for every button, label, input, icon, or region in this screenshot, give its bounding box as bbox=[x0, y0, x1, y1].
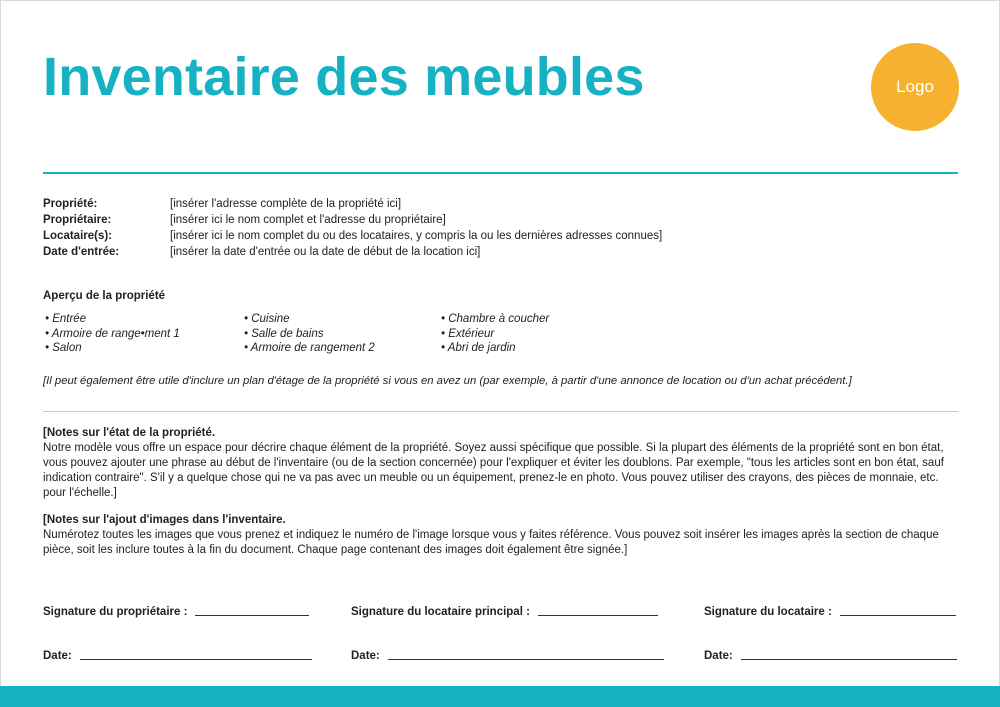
condition-notes-heading: [Notes sur l'état de la propriété. bbox=[43, 427, 216, 439]
owner-date-line[interactable] bbox=[80, 658, 312, 660]
room-item: • Extérieur bbox=[441, 327, 495, 340]
owner-signature-label: Signature du propriétaire : bbox=[43, 606, 188, 618]
property-label: Propriété: bbox=[43, 198, 98, 210]
footer-band bbox=[0, 686, 1000, 707]
property-row bbox=[43, 196, 662, 212]
room-item: • Salon bbox=[45, 342, 82, 354]
tenants-value: [insérer ici le nom complet du ou des locataires, y compris la ou les dernières adresses connues] bbox=[170, 230, 663, 242]
entry-date-row bbox=[43, 244, 662, 260]
main-tenant-date-line[interactable] bbox=[388, 658, 664, 660]
room-item: • Salle de bains bbox=[244, 327, 324, 340]
tenants-label: Locataire(s): bbox=[43, 230, 113, 242]
owner-label: Propriétaire: bbox=[43, 214, 112, 226]
main-tenant-date bbox=[351, 650, 664, 662]
page-title: Inventaire des meubles bbox=[43, 47, 645, 107]
tenant-date-line[interactable] bbox=[741, 658, 957, 660]
overview-title: Aperçu de la propriété bbox=[43, 290, 166, 302]
property-details bbox=[43, 196, 662, 260]
main-tenant-date-label: Date: bbox=[351, 650, 380, 662]
rooms-column-1 bbox=[45, 312, 180, 356]
section-divider bbox=[43, 411, 958, 412]
owner-signature-line[interactable] bbox=[195, 614, 309, 616]
owner-date bbox=[43, 650, 312, 662]
room-item: • Cuisine bbox=[244, 313, 290, 325]
condition-notes bbox=[43, 426, 958, 501]
main-tenant-signature-line[interactable] bbox=[538, 614, 658, 616]
tenants-row bbox=[43, 228, 662, 244]
room-item: • Abri de jardin bbox=[441, 342, 516, 354]
floorplan-note: [Il peut également être utile d'inclure un plan d'étage de la propriété si vous en avez un (par exemple, à partir d'une annonce de location ou d'un achat précédent.] bbox=[43, 375, 852, 387]
room-item: • Entrée bbox=[45, 313, 87, 325]
images-notes-body: Numérotez toutes les images que vous prenez et indiquez le numéro de l'image lorsque vous y faites référence. Vous pouvez soit insérer les images après la section de chaque pièce, soit les inclure toutes à la fin du document. Chaque page contenant des images doit également être signée.] bbox=[43, 529, 939, 556]
header-divider bbox=[43, 172, 958, 174]
room-item: • Chambre à coucher bbox=[441, 313, 550, 325]
rooms-column-2 bbox=[244, 312, 375, 356]
tenant-signature bbox=[704, 606, 956, 618]
tenant-date-label: Date: bbox=[704, 650, 733, 662]
condition-notes-body: Notre modèle vous offre un espace pour décrire chaque élément de la propriété. Soyez aussi spécifique que possible. Si la plupart des éléments de la propriété sont en bon état, vous pouvez ajouter une phrase au début de l'inventaire (ou de la section concernée) pour l'expliquer et éviter les doublons. Par exemple, "tous les articles sont en bon état, sauf indication contraire". S'il y a quelque chose qui ne va pas avec un meuble ou un équipement, prenez-le en photo. Vous pouvez utiliser des crayons, des pièces de monnaie, etc. pour l'échelle.] bbox=[43, 442, 944, 499]
property-value: [insérer l'adresse complète de la propriété ici] bbox=[170, 198, 402, 210]
owner-value: [insérer ici le nom complet et l'adresse du propriétaire] bbox=[170, 214, 446, 226]
rooms-column-3 bbox=[441, 312, 549, 356]
owner-row bbox=[43, 212, 662, 228]
tenant-date bbox=[704, 650, 957, 662]
room-item: • Armoire de range•ment 1 bbox=[45, 327, 180, 340]
entry-date-label: Date d'entrée: bbox=[43, 246, 120, 258]
owner-signature bbox=[43, 606, 309, 618]
main-tenant-signature bbox=[351, 606, 658, 618]
images-notes-heading: [Notes sur l'ajout d'images dans l'inventaire. bbox=[43, 514, 286, 526]
room-item: • Armoire de rangement 2 bbox=[244, 342, 375, 354]
main-tenant-signature-label: Signature du locataire principal : bbox=[351, 606, 530, 618]
logo-text: Logo bbox=[896, 77, 934, 96]
tenant-signature-line[interactable] bbox=[840, 614, 956, 616]
owner-date-label: Date: bbox=[43, 650, 72, 662]
entry-date-value: [insérer la date d'entrée ou la date de début de la location ici] bbox=[170, 246, 481, 258]
logo bbox=[871, 43, 959, 131]
images-notes bbox=[43, 513, 958, 558]
tenant-signature-label: Signature du locataire : bbox=[704, 606, 832, 618]
